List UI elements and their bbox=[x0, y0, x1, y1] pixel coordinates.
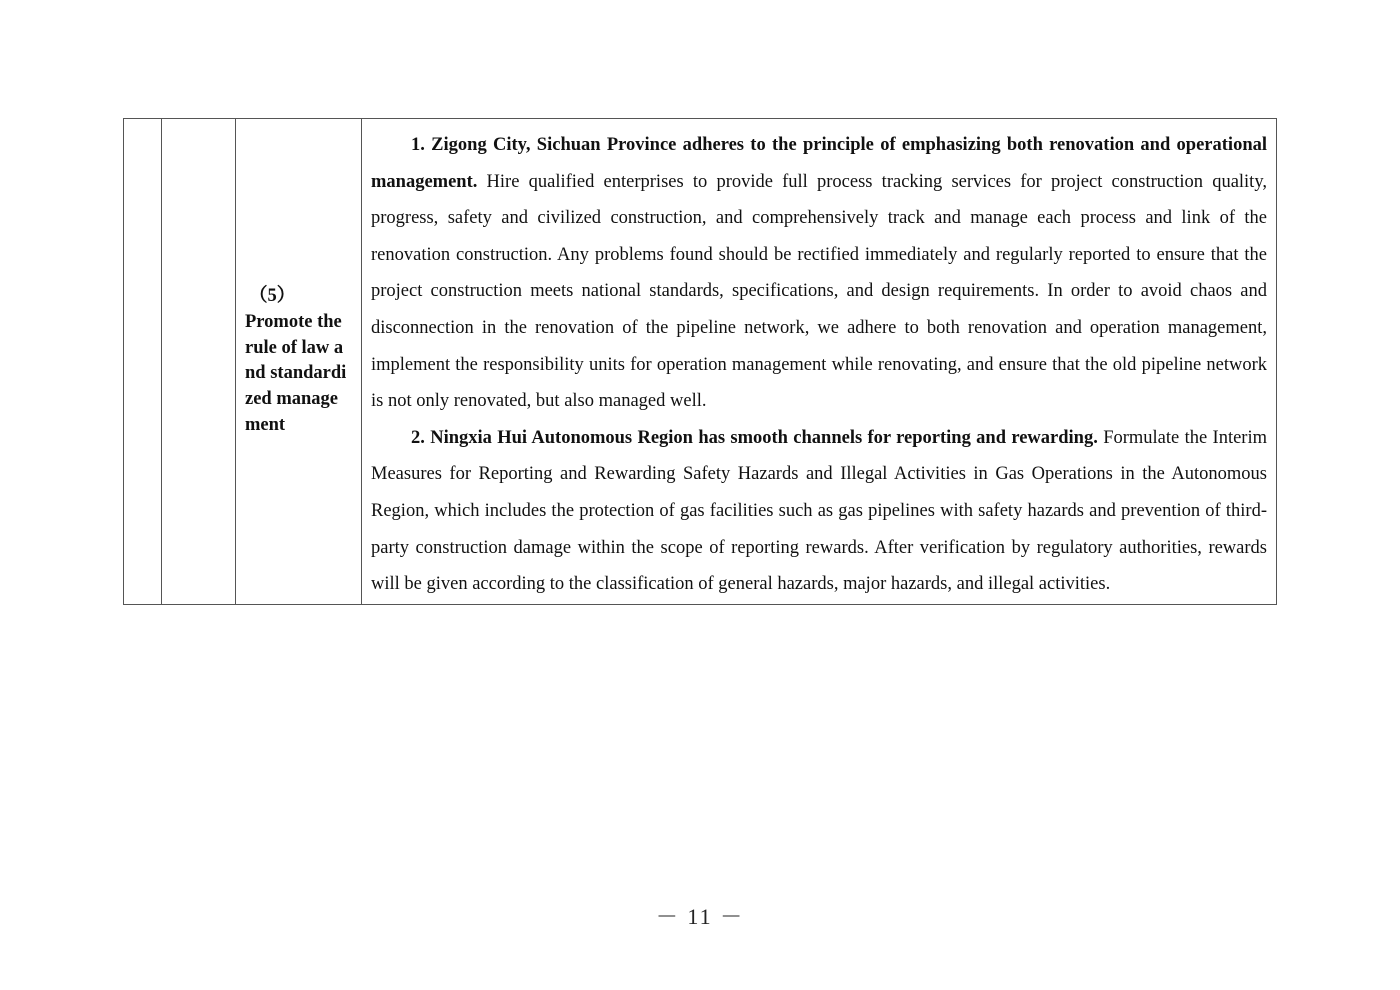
section-title: Promote the rule of law and standardized management bbox=[245, 311, 347, 435]
content-cell bbox=[362, 119, 1277, 605]
section-heading-cell bbox=[236, 119, 362, 605]
paragraph-lead: 1. Zigong City, Sichuan Province adheres to the principle of emphasizing both renovation and operational management. bbox=[371, 135, 1267, 192]
table-row bbox=[124, 119, 1277, 605]
paragraph-body: Hire qualified enterprises to provide full process tracking services for project construction quality, progress, safety and civilized construction, and comprehensively track and manage each process and link of the renovation construction. Any problems found should be rectified immediately and regularly reported to ensure that the project construction meets national standards, specifications, and design requirements. In order to avoid chaos and disconnection in the renovation of the pipeline network, we adhere to both renovation and operation management, implement the responsibility units for operation management while renovating, and ensure that the old pipeline network is not only renovated, but also managed well. bbox=[371, 171, 1267, 412]
empty-cell-index bbox=[124, 119, 162, 605]
paragraph-zigong bbox=[371, 127, 1267, 420]
paragraph-ningxia bbox=[371, 420, 1267, 603]
measures-table bbox=[123, 118, 1277, 605]
page-number: － 11 － bbox=[655, 904, 745, 929]
section-number: （5） bbox=[249, 286, 296, 307]
paragraph-lead: 2. Ningxia Hui Autonomous Region has smooth channels for reporting and rewarding. bbox=[411, 427, 1098, 448]
paragraph-body: Formulate the Interim Measures for Reporting and Rewarding Safety Hazards and Illegal Activities in Gas Operations in the Autonomous Region, which includes the protection of gas facilities such as gas pipelines with safety hazards and prevention of third-party construction damage within the scope of reporting rewards. After verification by regulatory authorities, rewards will be given according to the classification of general hazards, major hazards, and illegal activities. bbox=[371, 427, 1267, 595]
empty-cell-category bbox=[162, 119, 236, 605]
